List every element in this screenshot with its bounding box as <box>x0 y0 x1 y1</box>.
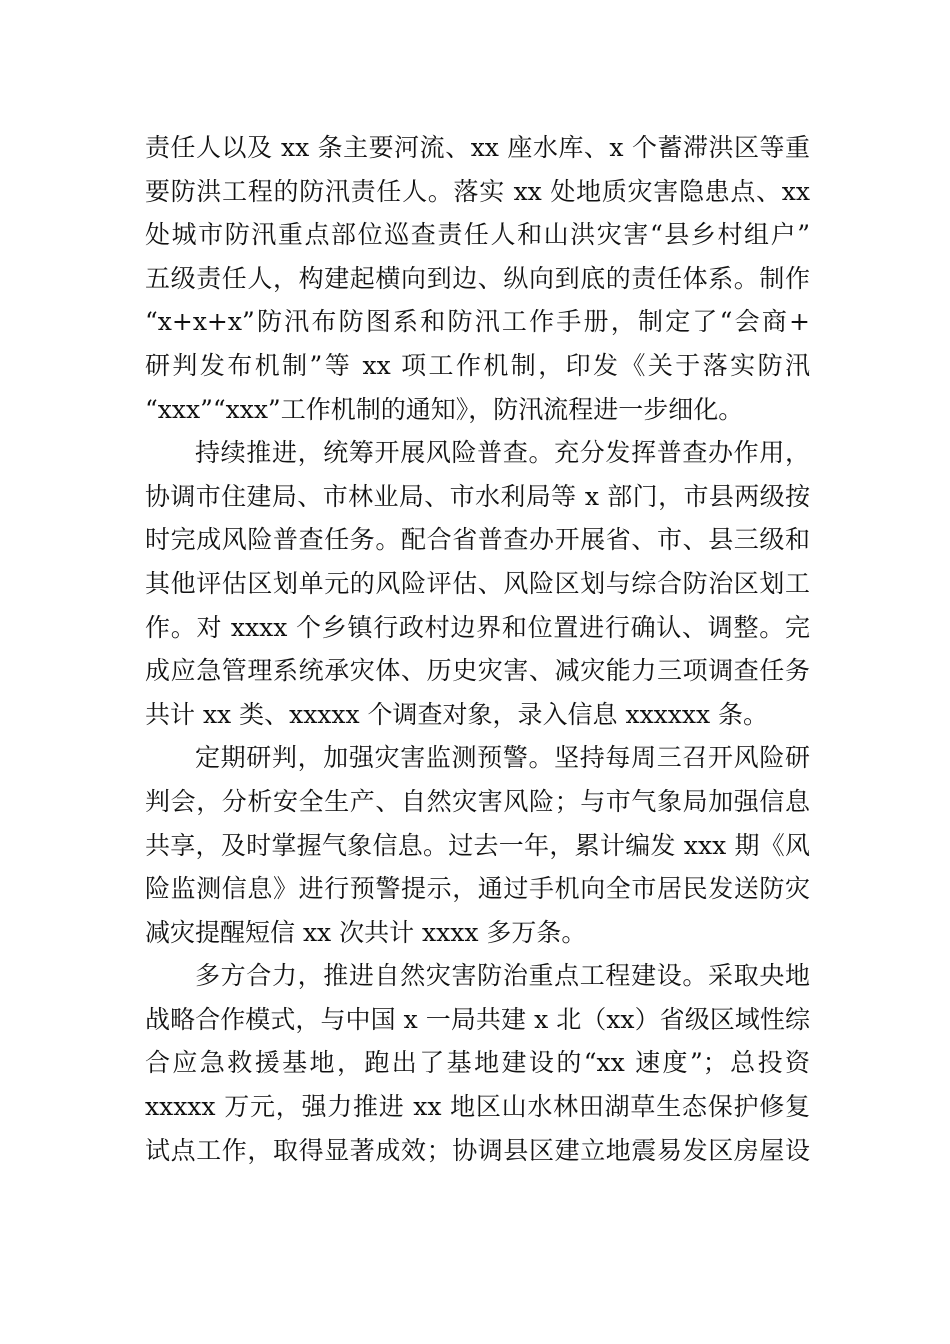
document-body <box>145 126 810 1172</box>
text-line: “xxx”“xxx”工作机制的通知》，防汛流程进一步细化。 <box>145 394 744 424</box>
text-line: 减灾提醒短信 xx 次共计 xxxx 多万条。 <box>145 917 587 947</box>
text-line: 判会，分析安全生产、自然灾害风险；与市气象局加强信息 <box>145 786 810 816</box>
text-line: 其他评估区划单元的风险评估、风险区划与综合防治区划工 <box>145 568 810 598</box>
text-line: 合应急救援基地，跑出了基地建设的“xx 速度”；总投资 <box>145 1048 810 1078</box>
text-line: 共享，及时掌握气象信息。过去一年，累计编发 xxx 期《风 <box>145 830 810 860</box>
text-line: 成应急管理系统承灾体、历史灾害、减灾能力三项调查任务 <box>145 656 810 686</box>
text-line: 作。对 xxxx 个乡镇行政村边界和位置进行确认、调整。完 <box>145 612 810 642</box>
text-line: 多方合力，推进自然灾害防治重点工程建设。采取央地 <box>195 961 810 991</box>
text-line: 险监测信息》进行预警提示，通过手机向全市居民发送防灾 <box>145 874 810 904</box>
text-line: 五级责任人，构建起横向到边、纵向到底的责任体系。制作 <box>145 263 810 293</box>
text-line: 处城市防汛重点部位巡查责任人和山洪灾害“县乡村组户” <box>145 220 810 250</box>
text-line: 战略合作模式，与中国 x 一局共建 x 北（xx）省级区域性综 <box>145 1004 810 1034</box>
text-line: 定期研判，加强灾害监测预警。坚持每周三召开风险研 <box>195 743 810 773</box>
paragraph-risk-survey <box>145 431 810 736</box>
text-line: 共计 xx 类、xxxxx 个调查对象，录入信息 xxxxxx 条。 <box>145 699 769 729</box>
paragraph-monitoring-warning <box>145 736 810 954</box>
paragraph-responsibility-system <box>145 126 810 431</box>
text-line: xxxxx 万元，强力推进 xx 地区山水林田湖草生态保护修复 <box>145 1092 810 1122</box>
text-line: 要防洪工程的防汛责任人。落实 xx 处地质灾害隐患点、xx <box>145 176 810 206</box>
text-line: “x+x+x”防汛布防图系和防汛工作手册，制定了“会商+ <box>145 307 810 337</box>
text-line: 时完成风险普查任务。配合省普查办开展省、市、县三级和 <box>145 525 810 555</box>
text-line: 协调市住建局、市林业局、市水利局等 x 部门，市县两级按 <box>145 481 810 511</box>
text-line: 研判发布机制”等 xx 项工作机制，印发《关于落实防汛 <box>145 350 810 380</box>
text-line: 试点工作，取得显著成效；协调县区建立地震易发区房屋设 <box>145 1135 810 1165</box>
text-line: 责任人以及 xx 条主要河流、xx 座水库、x 个蓄滞洪区等重 <box>145 133 810 162</box>
paragraph-key-projects <box>145 954 810 1172</box>
text-line: 持续推进，统筹开展风险普查。充分发挥普查办作用， <box>195 438 810 468</box>
